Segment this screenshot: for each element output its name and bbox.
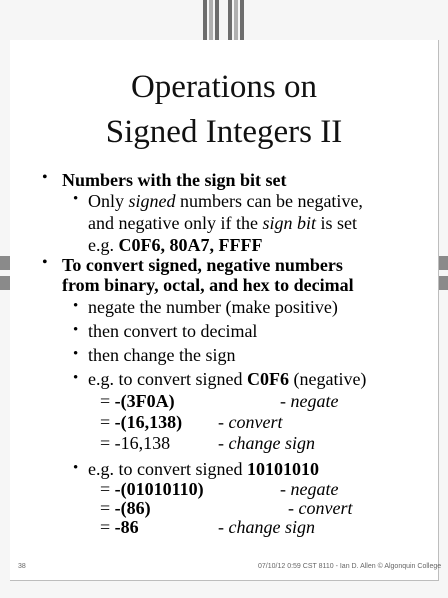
calc-note: - change sign [218, 433, 315, 453]
example-binary [88, 458, 319, 480]
text-part: e.g. to convert signed [88, 459, 247, 479]
bullet-icon: • [42, 169, 48, 186]
step-change-sign: then change the sign [88, 345, 236, 365]
bullet-numbers-sign-bit: Numbers with the sign bit set [62, 170, 287, 190]
slide-number: 38 [18, 563, 26, 570]
calc-value: -(3F0A) [114, 391, 175, 411]
calc-eq: = [100, 479, 115, 499]
bullet-icon: • [73, 460, 79, 476]
calc-row [100, 499, 151, 518]
binary-value: 10101010 [246, 459, 319, 479]
calc-value: -(01010110) [114, 479, 204, 499]
emphasis-signed: signed [128, 191, 176, 211]
text-part: (negative) [288, 369, 367, 389]
slide-title-line-2: Signed Integers II [105, 114, 343, 150]
calc-row [100, 434, 170, 453]
text-part: is set [315, 213, 357, 233]
step-convert: then convert to decimal [88, 321, 258, 341]
calc-eq: = [100, 517, 115, 537]
text-part: numbers can be negative, [175, 191, 363, 211]
calc-note: - convert [218, 412, 283, 432]
calc-row [100, 518, 139, 537]
text-part: Only [88, 191, 129, 211]
calc-eq: = [100, 412, 115, 432]
text-part: and negative only if the [88, 213, 263, 233]
text-part: e.g. to convert signed [88, 369, 247, 389]
calc-note: - negate [280, 391, 339, 411]
calc-value: -(86) [114, 498, 151, 518]
calc-value: -(16,138) [114, 412, 183, 432]
bullet-icon: • [73, 322, 79, 338]
bullet-icon: • [73, 298, 79, 314]
calc-row [100, 413, 182, 432]
calc-eq: = -16,138 [100, 433, 171, 453]
calc-row [100, 392, 175, 411]
calc-eq: = [100, 391, 115, 411]
emphasis-sign-bit: sign bit [262, 213, 316, 233]
slide-title-line-1: Operations on [130, 69, 318, 105]
calc-value: -86 [114, 517, 139, 537]
bullet-icon: • [73, 370, 79, 386]
footer-info: 07/10/12 0:59 CST 8110 - Ian D. Allen © Algonquin College [258, 563, 442, 570]
calc-eq: = [100, 498, 115, 518]
hex-examples: C0F6, 80A7, FFFF [118, 235, 263, 255]
bullet-icon: • [73, 191, 79, 207]
bullet-icon: • [73, 346, 79, 362]
text-part: e.g. [88, 235, 119, 255]
step-negate: negate the number (make positive) [88, 297, 338, 317]
bullet-convert-signed-line-1: To convert signed, negative numbers [62, 255, 343, 275]
hex-value: C0F6 [246, 369, 289, 389]
example-hex [88, 368, 366, 390]
calc-note: - change sign [218, 517, 315, 537]
signed-numbers-note [88, 190, 418, 256]
calc-note: - convert [288, 498, 353, 518]
calc-note: - negate [280, 479, 339, 499]
calc-row [100, 480, 204, 499]
bullet-icon: • [42, 254, 48, 271]
bullet-convert-signed-line-2: from binary, octal, and hex to decimal [62, 275, 354, 295]
